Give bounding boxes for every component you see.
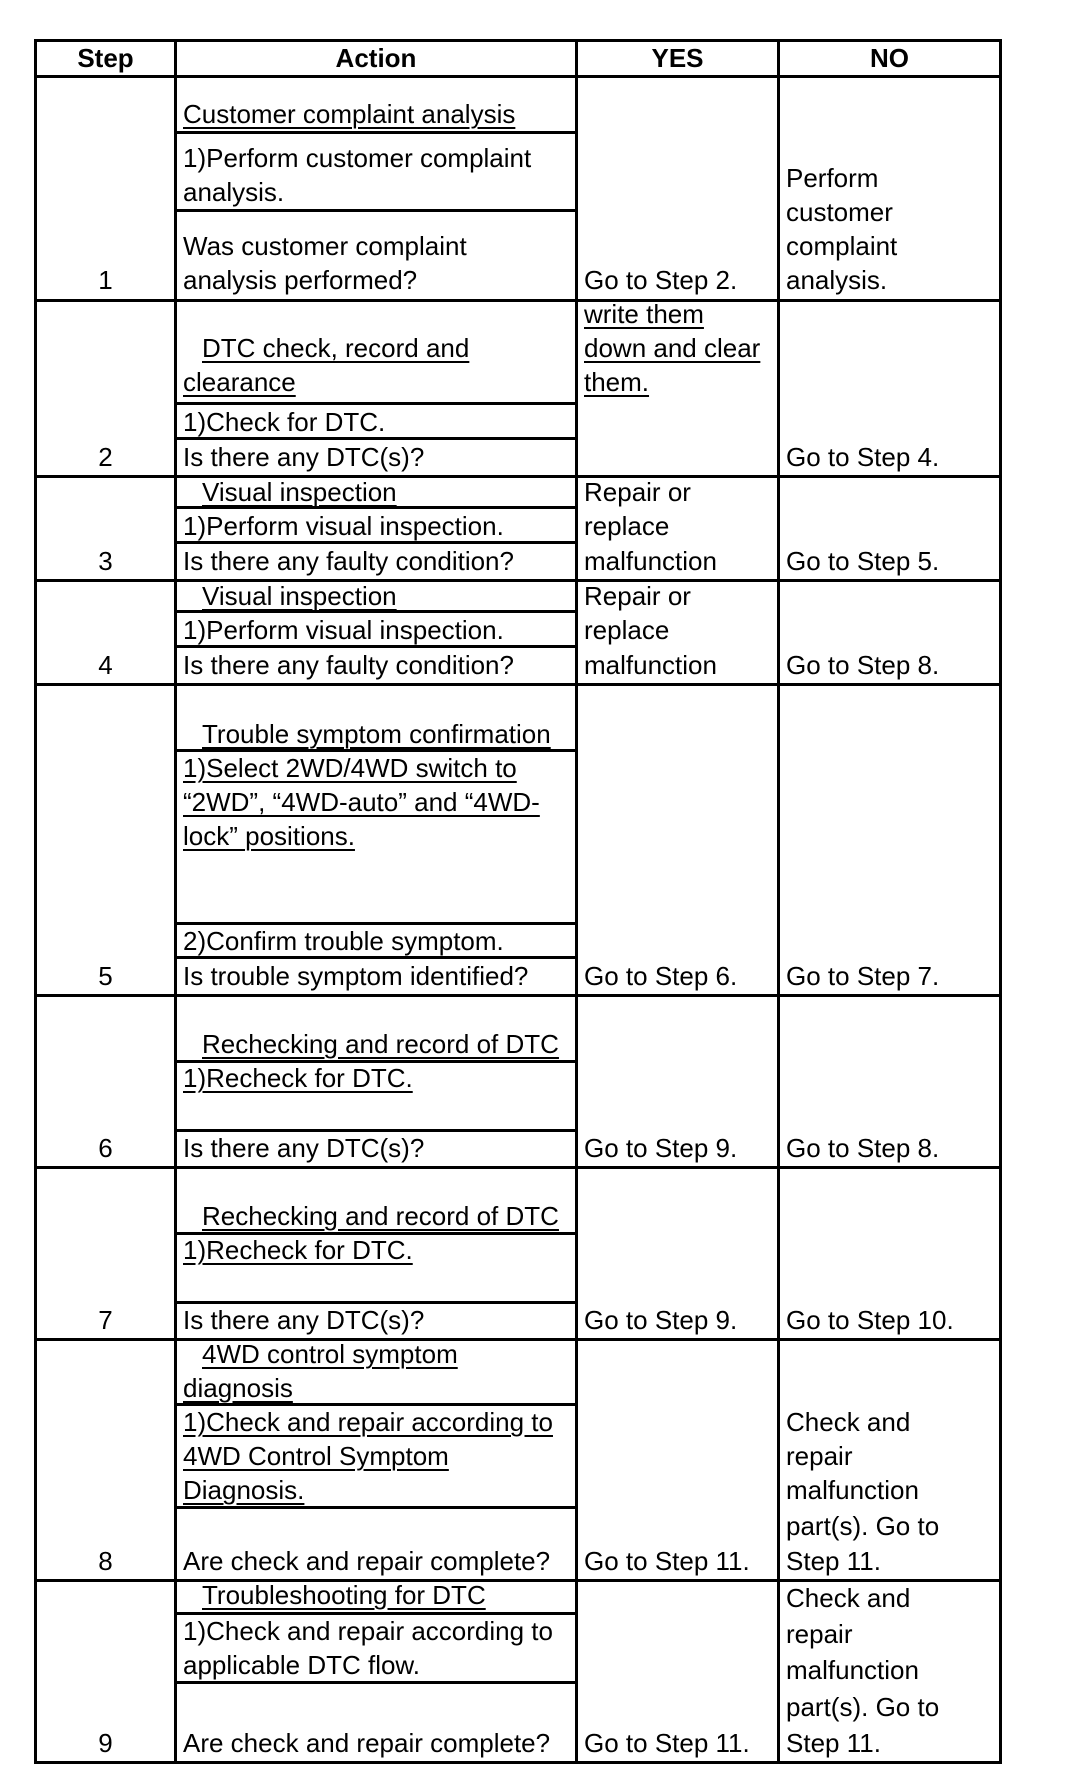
action-instruction: lock” positions. [183,821,355,851]
action-instruction: 4WD Control Symptom [183,1441,449,1471]
no-result: analysis. [786,265,888,295]
step-number: 3 [98,546,113,576]
header-separator [34,75,1002,78]
no-result: Go to Step 10. [786,1305,954,1335]
row-separator [34,475,1002,478]
no-result: part(s). Go to [786,1692,940,1722]
yes-result: Go to Step 9. [584,1305,738,1335]
no-result: Go to Step 5. [786,546,940,576]
step-number: 1 [98,265,113,295]
no-result: malfunction [786,1475,919,1505]
yes-result: replace [584,615,670,645]
action-question: Was customer complaint [183,231,467,261]
table-border-bottom [34,1761,1002,1764]
step-number: 8 [98,1546,113,1576]
action-instruction: 1)Perform visual inspection. [183,511,504,541]
no-result: Go to Step 7. [786,961,940,991]
header-yes: YES [651,43,704,73]
action-instruction: analysis. [183,177,285,207]
action-subdivider [174,209,578,212]
action-question: Is there any DTC(s)? [183,1305,425,1335]
action-title: 4WD control symptom [202,1339,458,1369]
action-question: Are check and repair complete? [183,1728,551,1758]
column-divider-no [777,39,780,1764]
row-separator [34,1338,1002,1341]
no-result: Check and [786,1583,911,1613]
action-instruction: 1)Recheck for DTC. [183,1235,413,1265]
action-instruction: 1)Check and repair according to [183,1616,553,1646]
yes-result: Repair or [584,477,691,507]
no-result: Go to Step 8. [786,650,940,680]
action-question: Is there any DTC(s)? [183,1133,425,1163]
no-result: Step 11. [786,1546,881,1576]
action-title: Rechecking and record of DTC [202,1201,559,1231]
action-instruction: 1)Check and repair according to [183,1407,553,1437]
action-question: Is there any DTC(s)? [183,442,425,472]
action-question: Is trouble symptom identified? [183,961,529,991]
yes-result: them. [584,367,650,397]
table-border-left [34,39,37,1764]
header-action: Action [335,43,417,73]
yes-result: Repair or [584,581,691,611]
yes-result: Go to Step 6. [584,961,738,991]
row-separator [34,683,1002,686]
action-title: DTC check, record and [202,333,470,363]
no-result: malfunction [786,1655,919,1685]
header-step: Step [77,43,134,73]
step-number: 9 [98,1728,113,1758]
action-title: clearance [183,367,296,397]
action-instruction: 1)Select 2WD/4WD switch to [183,753,517,783]
row-separator [34,579,1002,582]
yes-result: Go to Step 9. [584,1133,738,1163]
action-instruction: 1)Perform customer complaint [183,143,532,173]
yes-result: malfunction [584,546,717,576]
no-result: Step 11. [786,1728,881,1758]
no-result: Check and [786,1407,911,1437]
action-title: Visual inspection [202,581,397,611]
diagnostic-flow-table [34,39,1002,1764]
step-number: 7 [98,1305,113,1335]
step-number: 4 [98,650,113,680]
no-result: Perform [786,163,879,193]
action-instruction: 1)Recheck for DTC. [183,1063,413,1093]
no-result: repair [786,1441,853,1471]
no-result: part(s). Go to [786,1511,940,1541]
action-instruction: “2WD”, “4WD-auto” and “4WD- [183,787,540,817]
action-title: Trouble symptom confirmation [202,719,551,749]
action-instruction: applicable DTC flow. [183,1650,420,1680]
yes-result: malfunction [584,650,717,680]
yes-result: replace [584,511,670,541]
action-instruction: 2)Confirm trouble symptom. [183,926,504,956]
action-title: Rechecking and record of DTC [202,1029,559,1059]
header-no: NO [870,43,909,73]
action-title: Troubleshooting for DTC [202,1580,486,1610]
table-border-right [999,39,1002,1764]
step-number: 5 [98,961,113,991]
no-result: Go to Step 4. [786,442,940,472]
step-number: 6 [98,1133,113,1163]
action-subdivider [174,131,578,134]
yes-result: Go to Step 2. [584,265,738,295]
yes-result: write them [584,299,704,329]
action-instruction: 1)Check for DTC. [183,407,386,437]
no-result: customer [786,197,893,227]
action-question: Is there any faulty condition? [183,650,514,680]
action-title: Customer complaint analysis [183,99,516,129]
step-number: 2 [98,442,113,472]
action-question: Are check and repair complete? [183,1546,551,1576]
yes-result: down and clear [584,333,761,363]
row-separator [34,299,1002,302]
no-result: repair [786,1619,853,1649]
row-separator [34,1166,1002,1169]
yes-result: Go to Step 11. [584,1728,750,1758]
no-result: Go to Step 8. [786,1133,940,1163]
action-question: Is there any faulty condition? [183,546,514,576]
action-instruction: Diagnosis. [183,1475,305,1505]
action-title: diagnosis [183,1373,293,1403]
no-result: complaint [786,231,898,261]
yes-result: Go to Step 11. [584,1546,750,1576]
action-question: analysis performed? [183,265,418,295]
row-separator [34,994,1002,997]
action-instruction: 1)Perform visual inspection. [183,615,504,645]
action-title: Visual inspection [202,477,397,507]
